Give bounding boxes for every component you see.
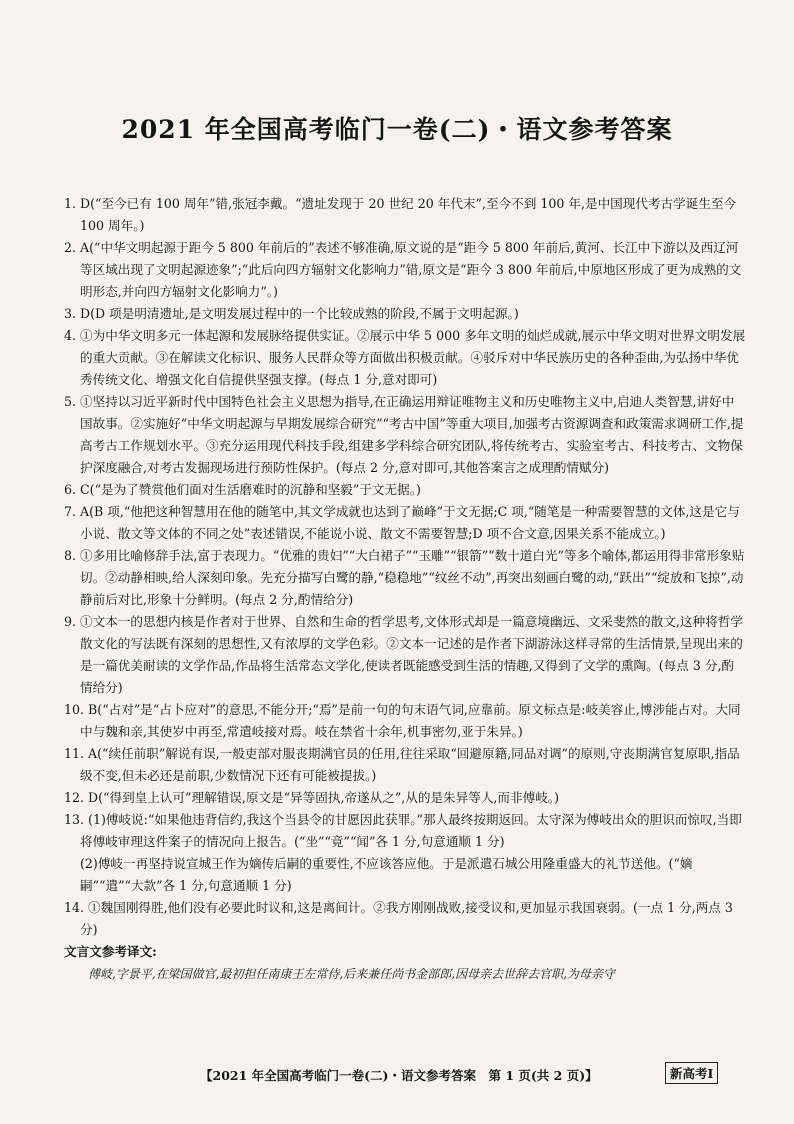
answer-item-9: 9. ①文本一的思想内核是作者对于世界、自然和生命的哲学思考,文体形式却是一篇意境幽远、文采斐然的散文,这种将哲学散文化的写法既有深刻的思想性,又有浓厚的文学色彩。②文本一记述的是作者下湖游泳这样寻常的生活情景,呈现出来的是一篇优美耐读的文学作品,作品将生活常态文学化,使读者既能感受到生活的情趣,又得到了文学的熏陶。(每点 3 分,酌情给分) <box>64 614 743 695</box>
answer-item-6: 6. C(“是为了赞赏他们面对生活磨难时的沉静和坚毅”于文无据。) <box>64 482 421 497</box>
answer-item-10: 10. B(“占对”是“占卜应对”的意思,不能分开;“焉”是前一句的句末语气词,应靠前。原文标点是:岐美容止,博涉能占对。大同中与魏和亲,其使岁中再至,常遣岐接对焉。岐在禁省十余年,机事密勿,亚于朱异。) <box>64 702 741 739</box>
answer-item-3: 3. D(D 项是明清遗址,是文明发展过程中的一个比较成熟的阶段,不属于文明起源。) <box>64 306 519 321</box>
answer-item-8: 8. ①多用比喻修辞手法,富于表现力。“优雅的贵妇”“大白裙子”“玉雕”“银箭”“数十道白光”等多个喻体,都运用得非常形象贴切。②动静相映,给人深刻印象。先充分描写白鹭的静,“稳稳地”“纹丝不动”,再突出刻画白鹭的动,“跃出”“绽放和飞掠”,动静前后对比,形象十分鲜明。(每点 2 分,酌情给分) <box>64 548 745 607</box>
page-footer: 【2021 年全国高考临门一卷(二)・语文参考答案 第 1 页(共 2 页)】 <box>200 1068 598 1083</box>
translation-label: 文言文参考译文: <box>64 944 157 959</box>
answer-item-14: 14. ①魏国刚得胜,他们没有必要此时议和,这是离间计。②我方刚刚战败,接受议和,更加显示我国衰弱。(一点 1 分,两点 3 分) <box>64 900 733 937</box>
answer-item-13-1: 13. (1)傅岐说:“如果他违背信约,我这个当县令的甘愿因此获罪。”那人最终按期返回。太守深为傅岐出众的胆识而惊叹,当即将傅岐审理这件案子的情况向上报告。(“坐”“竟”“闻”各 1 分,句意通顺 1 分) <box>64 812 742 849</box>
translation-text: 傅岐,字景平,在梁国做官,最初担任南康王左常侍,后来兼任尚书金部郎,因母亲去世辞去官职,为母亲守 <box>88 967 615 981</box>
answer-item-4: 4. ①为中华文明多元一体起源和发展脉络提供实证。②展示中华 5 000 多年文明的灿烂成就,展示中华文明对世界文明发展的重大贡献。③在解读文化标识、服务人民群众等方面做出积极贡献。④驳斥对中华民族历史的各种歪曲,为弘扬中华优秀传统文化、增强文化自信提供坚强支撑。(每点 1 分,意对即可) <box>64 328 746 387</box>
page-title: 2021 年全国高考临门一卷(二)・语文参考答案 <box>121 115 673 144</box>
answer-list <box>64 193 746 985</box>
answer-item-5: 5. ①坚持以习近平新时代中国特色社会主义思想为指导,在正确运用辩证唯物主义和历史唯物主义中,启迪人类智慧,讲好中国故事。②实施好“中华文明起源与早期发展综合研究”“考古中国”等重大项目,加强考古资源调查和政策需求调研工作,提高考古工作规划水平。③充分运用现代科技手段,组建多学科综合研究团队,将传统考古、实验室考古、科技考古、文物保护深度融合,对考古发掘现场进行预防性保护。(每点 2 分,意对即可,其他答案言之成理酌情赋分) <box>64 394 744 475</box>
answer-item-12: 12. D(“得到皇上认可”理解错误,原文是“异等固执,帝遂从之”,从的是朱异等人,而非傅岐。) <box>64 790 560 805</box>
edition-badge: 新高考Ⅰ <box>665 1062 718 1084</box>
answer-item-2: 2. A(“中华文明起源于距今 5 800 年前后的”表述不够准确,原文说的是“距今 5 800 年前后,黄河、长江中下游以及西辽河等区域出现了文明起源迹象”;“此后向四方辐射文化影响力”错,原文是“距今 3 800 年前后,中原地区形成了更为成熟的文明形态,并向四方辐射文化影响力”。) <box>64 240 742 299</box>
answer-item-13-2: (2)傅岐一再坚持说宣城王作为嫡传后嗣的重要性,不应该答应他。于是派遣石城公用隆重盛大的礼节送他。(“嫡嗣”“遣”“大款”各 1 分,句意通顺 1 分) <box>80 856 693 893</box>
answer-item-7: 7. A(B 项,“他把这种智慧用在他的随笔中,其文学成就也达到了巅峰”于文无据;C 项,“随笔是一种需要智慧的文体,这是它与小说、散文等文体的不同之处”表述错误,不能说小说、散文不需要智慧;D 项不合文意,因果关系不能成立。) <box>64 504 740 541</box>
answer-item-1: 1. D(“至今已有 100 周年”错,张冠李戴。“遗址发现于 20 世纪 20 年代末”,至今不到 100 年,是中国现代考古学诞生至今 100 周年。) <box>64 196 737 233</box>
answer-item-11: 11. A(“续任前职”解说有误,一般吏部对服丧期满官员的任用,往往采取“回避原籍,同品对调”的原则,守丧期满官复原职,指品级不变,但未必还是前职,少数情况下还有可能被提拔。) <box>64 746 740 783</box>
